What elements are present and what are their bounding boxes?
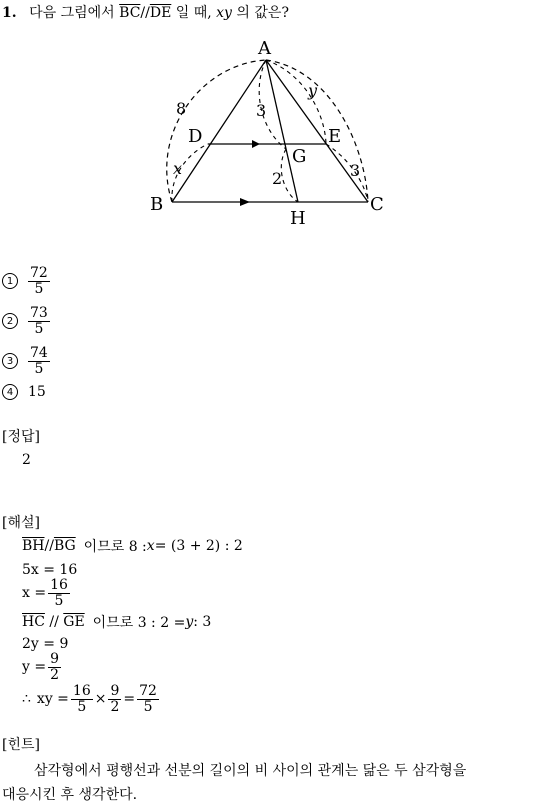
- solution-line-6: y = $\frac{9}{2}$: [22, 651, 60, 683]
- label-x: x: [173, 159, 183, 178]
- answer-header: [정답]: [2, 429, 40, 445]
- question-number: 1.: [2, 5, 17, 21]
- question-var: xy: [216, 5, 232, 21]
- option-3[interactable]: [2, 346, 52, 376]
- option-2[interactable]: [2, 306, 52, 336]
- solution-line-5: 2y = 9: [22, 636, 69, 652]
- solution-line-7: ∴ xy = $\frac{16}{5}$ × $\frac{9}{2}$ = $\frac{72}{5}$: [22, 683, 157, 715]
- label-a: A: [258, 38, 271, 59]
- option-2-fraction: $\frac{73}{5}$: [30, 305, 48, 337]
- option-3-mark: 3: [2, 353, 18, 369]
- label-e: E: [328, 126, 342, 147]
- solution-line-4: $\overline{HC}$ // $\overline{GE}$ 이므로 3 : 2 = y : 3: [22, 614, 212, 631]
- question-text-mid: 일 때,: [175, 5, 212, 21]
- label-b: B: [150, 194, 164, 215]
- option-1-fraction: $\frac{72}{5}$: [30, 265, 48, 297]
- label-3-top: 3: [256, 101, 267, 120]
- label-3-right: 3: [350, 161, 361, 180]
- arrow-bc: [240, 198, 250, 206]
- arc-ab: [167, 60, 266, 202]
- hint-header: [힌트]: [2, 737, 40, 753]
- label-8: 8: [176, 99, 187, 118]
- option-3-fraction: $\frac{74}{5}$: [30, 345, 48, 377]
- answer-value: 2: [22, 452, 31, 468]
- label-c: C: [370, 194, 384, 215]
- question-line: [2, 2, 289, 22]
- question-text-before: 다음 그림에서: [29, 5, 115, 21]
- solution-header: [해설]: [2, 515, 40, 531]
- label-y: y: [308, 81, 318, 100]
- option-4-mark: 4: [2, 384, 18, 400]
- solution-line-2: 5x = 16: [22, 562, 78, 578]
- label-h: H: [290, 208, 306, 229]
- option-2-mark: 2: [2, 313, 18, 329]
- segment-de: $\overline{DE}$: [149, 5, 172, 21]
- triangle-figure: [140, 34, 400, 234]
- solution-line-1: $\overline{BH}$ // $\overline{BG}$ 이므로 8 : x = (3 + 2) : 2: [22, 538, 243, 555]
- label-2: 2: [272, 169, 283, 188]
- side-ab: [172, 60, 266, 202]
- arrow-de: [252, 140, 260, 148]
- parallel-symbol: //: [140, 5, 150, 21]
- option-4[interactable]: [2, 384, 46, 400]
- option-1[interactable]: [2, 266, 52, 296]
- option-4-value: 15: [28, 384, 46, 400]
- solution-line-3: x = $\frac{16}{5}$: [22, 577, 68, 609]
- option-1-mark: 1: [2, 273, 18, 289]
- label-g: G: [292, 146, 307, 167]
- segment-bc: $\overline{BC}$: [119, 5, 141, 21]
- hint-text-1: 삼각형에서 평행선과 선분의 길이의 비 사이의 관계는 닮은 두 삼각형을: [34, 763, 467, 779]
- hint-text-2: 대응시킨 후 생각한다.: [2, 787, 138, 803]
- question-text-after: 의 값은?: [236, 5, 289, 21]
- label-d: D: [188, 126, 203, 147]
